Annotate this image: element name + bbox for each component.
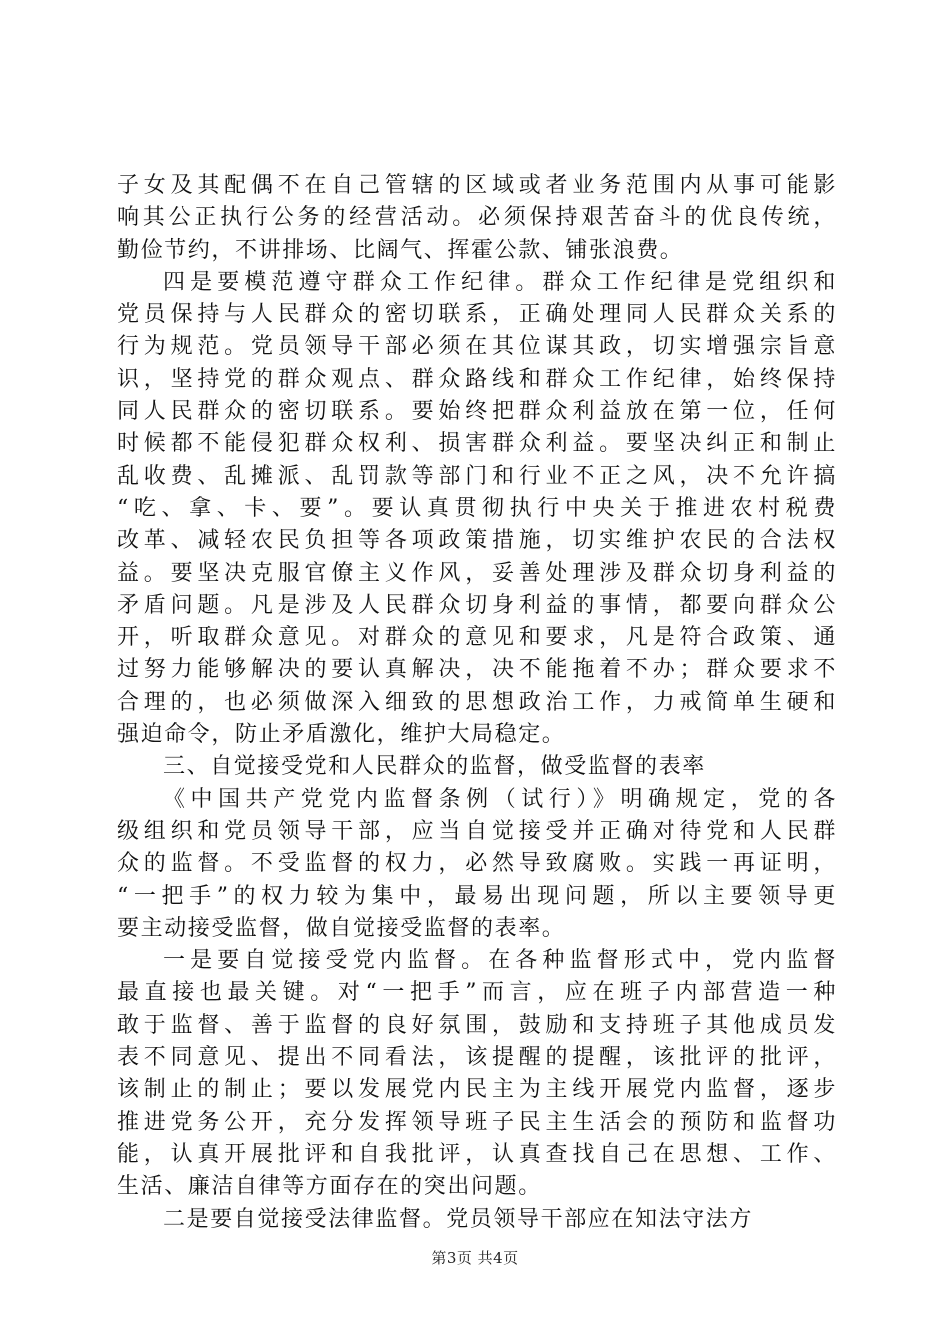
text-line: 要主动接受监督，做自觉接受监督的表率。 (117, 915, 566, 941)
text-line: 三、自觉接受党和人民群众的监督，做受监督的表率 (163, 754, 706, 780)
page-footer: 第3页 共4页 (431, 1249, 519, 1267)
text-line: 能，认真开展批评和自我批评，认真查找自己在思想、工作、 (117, 1141, 837, 1167)
text-line: 众的监督。不受监督的权力，必然导致腐败。实践一再证明， (117, 851, 837, 877)
text-line: 推进党务公开，充分发挥领导班子民主生活会的预防和监督功 (117, 1109, 837, 1135)
text-line: 最直接也最关键。对“一把手”而言，应在班子内部营造一种 (117, 980, 837, 1006)
text-line: “一把手”的权力较为集中，最易出现问题，所以主要领导更 (117, 883, 837, 909)
paragraph (117, 170, 837, 267)
text-line: 二是要自觉接受法律监督。党员领导干部应在知法守法方 (163, 1206, 754, 1232)
text-line: 矛盾问题。凡是涉及人民群众切身利益的事情，都要向群众公 (117, 592, 837, 618)
text-line: 行为规范。党员领导干部必须在其位谋其政，切实增强宗旨意 (117, 334, 837, 360)
text-line: 一是要自觉接受党内监督。在各种监督形式中，党内监督 (163, 948, 837, 974)
text-line: 开，听取群众意见。对群众的意见和要求，凡是符合政策、通 (117, 625, 837, 651)
text-line: 益。要坚决克服官僚主义作风，妥善处理涉及群众切身利益的 (117, 560, 837, 586)
document-body (117, 170, 837, 1236)
text-line: 过努力能够解决的要认真解决，决不能拖着不办；群众要求不 (117, 657, 837, 683)
text-line: 改革、减轻农民负担等各项政策措施，切实维护农民的合法权 (117, 528, 837, 554)
paragraph (117, 784, 837, 945)
text-line: 强迫命令，防止矛盾激化，维护大局稳定。 (117, 722, 566, 748)
text-line: 四是要模范遵守群众工作纪律。群众工作纪律是党组织和 (163, 269, 837, 295)
text-line: 该制止的制止；要以发展党内民主为主线开展党内监督，逐步 (117, 1077, 837, 1103)
paragraph (117, 751, 837, 783)
text-line: 级组织和党员领导干部，应当自觉接受并正确对待党和人民群 (117, 818, 837, 844)
text-line: 响其公正执行公务的经营活动。必须保持艰苦奋斗的优良传统， (117, 205, 837, 231)
text-line: 子女及其配偶不在自己管辖的区域或者业务范围内从事可能影 (117, 173, 837, 198)
paragraph (117, 945, 837, 1203)
text-line: 党员保持与人民群众的密切联系，正确处理同人民群众关系的 (117, 302, 837, 328)
text-line: 勤俭节约，不讲排场、比阔气、挥霍公款、铺张浪费。 (117, 237, 684, 263)
paragraph (117, 1204, 837, 1236)
text-line: 时候都不能侵犯群众权利、损害群众利益。要坚决纠正和制止 (117, 431, 837, 457)
text-line: 敢于监督、善于监督的良好氛围，鼓励和支持班子其他成员发 (117, 1012, 837, 1038)
text-line: 生活、廉洁自律等方面存在的突出问题。 (117, 1174, 542, 1200)
paragraph (117, 267, 837, 751)
text-line: 《中国共产党党内监督条例（试行）》明确规定，党的各 (163, 786, 837, 812)
text-line: 同人民群众的密切联系。要始终把群众利益放在第一位，任何 (117, 399, 837, 425)
text-line: 识，坚持党的群众观点、群众路线和群众工作纪律，始终保持 (117, 366, 837, 392)
text-line: 乱收费、乱摊派、乱罚款等部门和行业不正之风，决不允许搞 (117, 463, 837, 489)
text-line: “吃、拿、卡、要”。要认真贯彻执行中央关于推进农村税费 (117, 495, 837, 521)
text-line: 表不同意见、提出不同看法，该提醒的提醒，该批评的批评， (117, 1045, 837, 1071)
text-line: 合理的，也必须做深入细致的思想政治工作，力戒简单生硬和 (117, 689, 837, 715)
